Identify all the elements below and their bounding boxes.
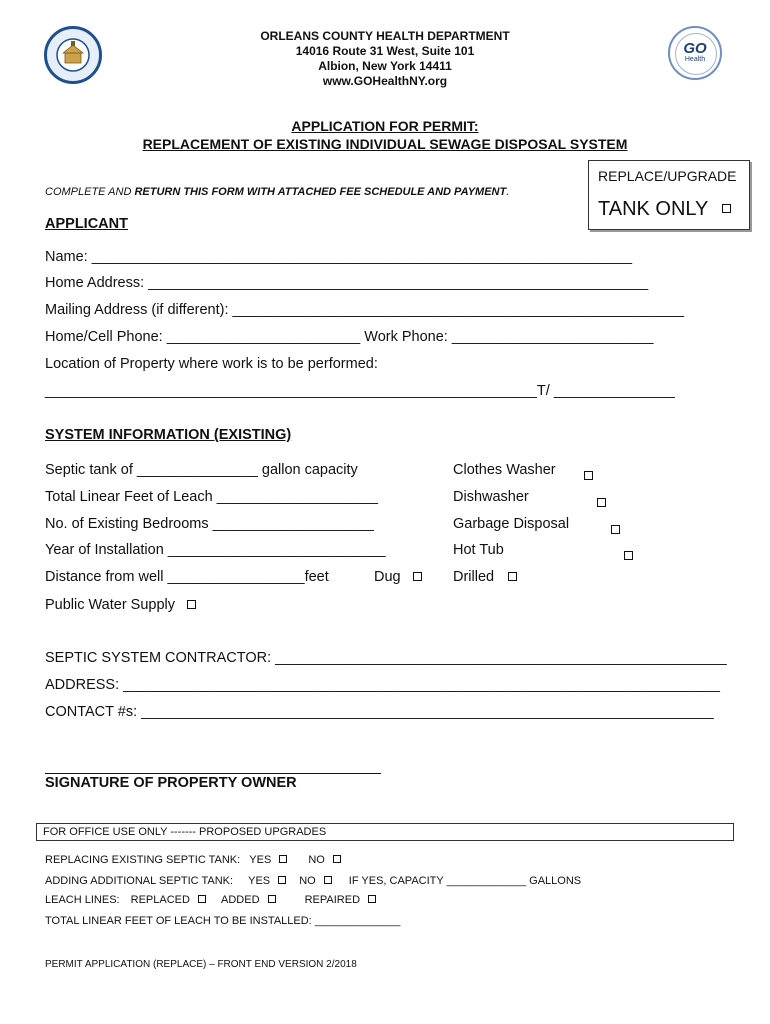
mailing-address-field[interactable]: Mailing Address (if different): ________________________________________________________ xyxy=(45,302,685,318)
signature-line[interactable] xyxy=(45,773,381,774)
replacing-tank-row xyxy=(45,854,341,866)
leach-added-label: ADDED xyxy=(221,894,260,906)
form-title-line2: REPLACEMENT OF EXISTING INDIVIDUAL SEWAGE DISPOSAL SYSTEM xyxy=(142,136,628,152)
appliance-hot-tub[interactable] xyxy=(453,542,504,558)
instruction-part3: . xyxy=(506,186,510,198)
septic-tank-capacity-field[interactable]: Septic tank of _______________ gallon capacity xyxy=(45,462,358,478)
dug-checkbox[interactable] xyxy=(413,572,422,581)
appliance-clothes-washer[interactable] xyxy=(453,462,556,478)
replacing-no-checkbox[interactable] xyxy=(333,855,341,863)
location-label: Location of Property where work is to be performed: xyxy=(45,356,378,372)
leach-repaired-checkbox[interactable] xyxy=(368,895,376,903)
phone-field[interactable]: Home/Cell Phone: ________________________ Work Phone: _________________________ xyxy=(45,329,654,345)
contractor-address-field[interactable]: ADDRESS: __________________________________________________________________________ xyxy=(45,677,720,693)
instruction-part1: COMPLETE AND xyxy=(45,186,135,198)
leach-replaced-label: REPLACED xyxy=(130,894,190,906)
leach-lines-row xyxy=(45,894,376,906)
appliance-label: Clothes Washer xyxy=(453,462,556,478)
total-leach-field[interactable]: TOTAL LINEAR FEET OF LEACH TO BE INSTALLED: ______________ xyxy=(45,915,401,927)
year-installation-field[interactable]: Year of Installation ___________________________ xyxy=(45,542,386,558)
tank-only-label: TANK ONLY xyxy=(598,198,709,220)
replacing-yes-label: YES xyxy=(249,854,272,866)
org-name: ORLEANS COUNTY HEALTH DEPARTMENT xyxy=(260,29,510,43)
tank-only-checkbox[interactable] xyxy=(722,204,731,213)
footer-version: PERMIT APPLICATION (REPLACE) – FRONT END VERSION 2/2018 xyxy=(45,959,357,970)
office-use-label: FOR OFFICE USE ONLY ------- PROPOSED UPGRADES xyxy=(43,826,327,838)
form-title-line1: APPLICATION FOR PERMIT: xyxy=(291,118,479,134)
appliance-label: Hot Tub xyxy=(453,542,504,558)
replacing-tank-label: REPLACING EXISTING SEPTIC TANK: xyxy=(45,854,241,866)
appliance-label: Dishwasher xyxy=(453,489,529,505)
adding-tank-label: ADDING ADDITIONAL SEPTIC TANK: xyxy=(45,875,234,887)
org-address-line2: Albion, New York 14411 xyxy=(318,59,452,73)
form-instruction xyxy=(45,186,509,198)
well-distance-field[interactable]: Distance from well _________________feet xyxy=(45,569,329,585)
drilled-option[interactable] xyxy=(453,569,517,585)
home-address-field[interactable]: Home Address: ______________________________________________________________ xyxy=(45,275,649,291)
replacing-yes-checkbox[interactable] xyxy=(279,855,287,863)
go-logo-text: GO xyxy=(683,40,707,57)
contractor-field[interactable]: SEPTIC SYSTEM CONTRACTOR: ________________________________________________________ xyxy=(45,650,727,666)
dug-option[interactable] xyxy=(374,569,422,585)
leach-lines-label: LEACH LINES: xyxy=(45,894,120,906)
replace-upgrade-box xyxy=(588,160,750,230)
go-logo-subtext: Health xyxy=(684,56,706,63)
drilled-checkbox[interactable] xyxy=(508,572,517,581)
public-water-checkbox[interactable] xyxy=(187,600,196,609)
leach-replaced-checkbox[interactable] xyxy=(198,895,206,903)
public-water-option[interactable] xyxy=(45,597,196,613)
location-field[interactable]: _____________________________________________________________T/ _______________ xyxy=(45,383,675,399)
leach-repaired-label: REPAIRED xyxy=(304,894,361,906)
leach-length-field[interactable]: Total Linear Feet of Leach ____________________ xyxy=(45,489,378,505)
adding-no-label: NO xyxy=(299,875,316,887)
adding-yes-label: YES xyxy=(248,875,271,887)
contractor-contact-field[interactable]: CONTACT #s: _______________________________________________________________________ xyxy=(45,704,714,720)
office-use-bar xyxy=(36,823,734,841)
signature-label: SIGNATURE OF PROPERTY OWNER xyxy=(45,775,297,791)
name-field[interactable]: Name: ___________________________________________________________________ xyxy=(45,249,633,265)
drilled-label: Drilled xyxy=(453,569,495,585)
instruction-part2: RETURN THIS FORM WITH ATTACHED FEE SCHEDULE AND PAYMENT xyxy=(134,186,507,198)
adding-tank-row xyxy=(45,875,581,887)
clothes-washer-checkbox[interactable] xyxy=(584,471,593,480)
appliance-garbage-disposal[interactable] xyxy=(453,516,569,532)
appliance-label: Garbage Disposal xyxy=(453,516,570,532)
public-water-label: Public Water Supply xyxy=(45,597,176,613)
dishwasher-checkbox[interactable] xyxy=(597,498,606,507)
org-website[interactable]: www.GOHealthNY.org xyxy=(322,74,448,88)
adding-yes-checkbox[interactable] xyxy=(278,876,286,884)
garbage-disposal-checkbox[interactable] xyxy=(611,525,620,534)
leach-added-checkbox[interactable] xyxy=(268,895,276,903)
system-info-heading: SYSTEM INFORMATION (EXISTING) xyxy=(45,427,292,443)
bedrooms-field[interactable]: No. of Existing Bedrooms ____________________ xyxy=(45,516,374,532)
adding-capacity-field[interactable]: IF YES, CAPACITY _____________ GALLONS xyxy=(348,875,582,887)
hot-tub-checkbox[interactable] xyxy=(624,551,633,560)
appliance-dishwasher[interactable] xyxy=(453,489,529,505)
replacing-no-label: NO xyxy=(308,854,325,866)
replace-upgrade-label: REPLACE/UPGRADE xyxy=(598,168,737,184)
applicant-heading: APPLICANT xyxy=(45,216,128,232)
adding-no-checkbox[interactable] xyxy=(324,876,332,884)
org-address-line1: 14016 Route 31 West, Suite 101 xyxy=(295,44,475,58)
tank-only-option[interactable] xyxy=(598,198,731,221)
dug-label: Dug xyxy=(374,569,401,585)
